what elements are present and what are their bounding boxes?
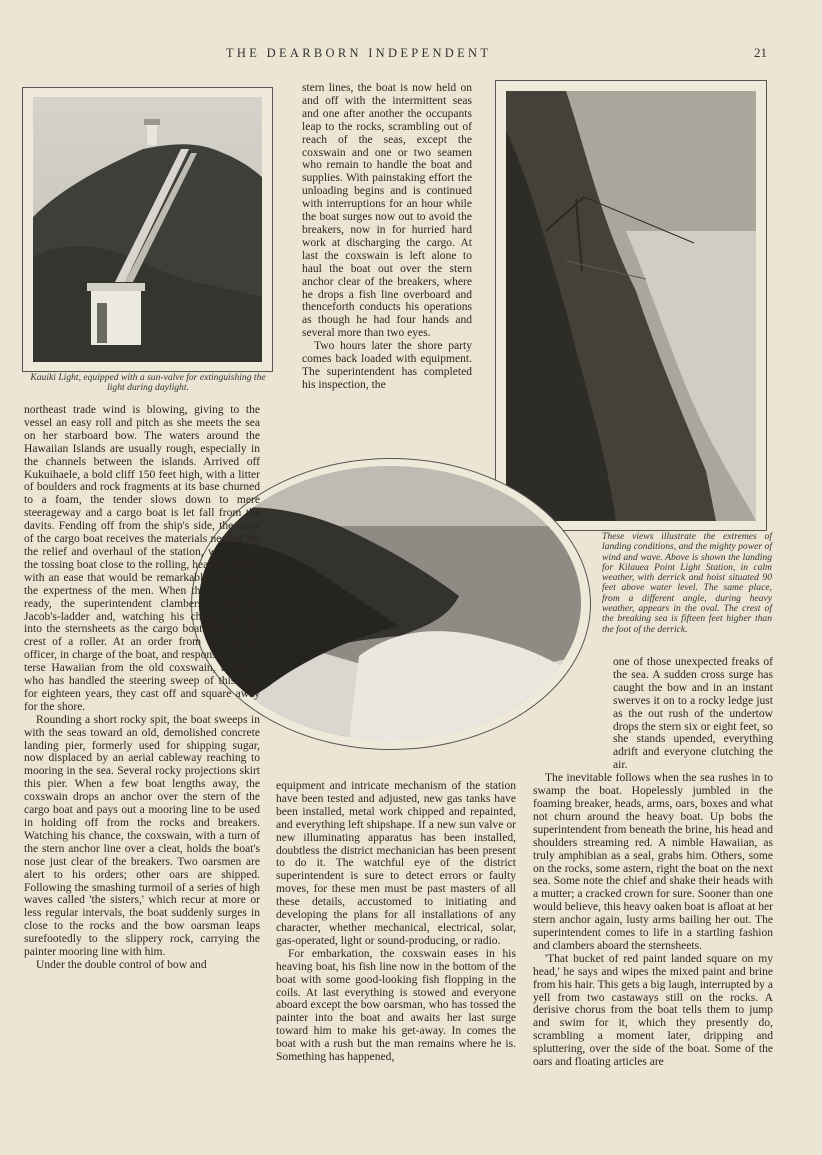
paragraph: one of those unexpected freaks of the sea. A sudden cross surge has caught the bow and in an instant swerves it on to a rocky ledge just as the out rush of the undertow drops the stern six or eight feet, so she stands upended, everything adrift and everyone clutching the air. <box>613 656 773 772</box>
paragraph: Rounding a short rocky spit, the boat sweeps in with the seas toward an old, demolished concrete landing pier, formerly used for shipping sugar, now displaced by an aerial cableway reaching to mooring in the sea. Several rocky projections skirt this pier. When a few boat lengths away, the coxswain drops an anchor over the stern of the cargo boat and pays out a mooring line to be used in holding off from the rocks and breakers. Watching his chance, the coxswain, with a turn of the stern anchor line over a cleat, holds the boat's nose just clear of the breakers. Two oarsmen are alert to his orders; other oars are shipped. Following the smashing turmoil of a series of high waves called 'the sisters,' which recur at more or less regular intervals, the boat suddenly surges in close to the rocks and the bow oarsman leaps surefootedly to the slippery rock, carrying the painter mooring line with him. <box>24 713 260 959</box>
article-col2-top <box>302 82 472 392</box>
paragraph: equipment and intricate mechanism of the station have been tested and adjusted, new gas tanks have been installed, metal work chipped and repainted, and everything left shipshape. If a new sun valve or new illuminating apparatus has been installed, doubtless the district mechanician has been present to do it. The watchful eye of the district superintendent is sure to detect errors or faulty moves, for these men must be past masters of all these details, accustomed to initiating and developing the plans for all installations of any character, whether mechanical, electrical, solar, gas-operated, light or sound-producing, or radio. <box>276 780 516 947</box>
paragraph: For embarkation, the coxswain eases in his heaving boat, his fish line now in the bottom of the boat with some good-looking fish flopping in the coils. At last everything is stowed and everyone aboard except the bow oarsman, who has tossed the painter into the boat and awaits her last surge toward him to make his get-away. In comes the boat with a rush but the man remains where he is. Something has happened, <box>276 947 516 1064</box>
kilauea-landing-photo <box>506 91 756 521</box>
paragraph: stern lines, the boat is now held on and off with the intermittent seas and one after another the occupants leap to the rocks, scrambling out of reach of the seas, except the coxswain and one or two seamen who remain to handle the boat and supplies. With painstaking effort the unloading begins and is continued with interruptions for an hour while the boat surges now out to avoid the breakers, now in for hurried hard work at discharging the cargo. At last the coxswain is left alone to haul the boat out over the stern anchor clear of the breakers, where he drops a fish line overboard and thenceforth conducts his operations as though he had four hands and several more than two eyes. <box>302 82 472 340</box>
paragraph: northeast trade wind is blowing, giving to the vessel an easy roll and pitch as she meets the sea on her starboard bow. The waters around the Hawaiian Islands are usually rough, especially in the channels between the islands. Arrived off Kukuihaele, a bold cliff 150 feet high, with a litter of boulders and rock fragments at its base churned to a foam, the tender slows down to mere steerageway and a cargo boat is let fall from the davits. Fending off from the ship's side, the crew of the cargo boat receives the materials needed for the relief and overhaul of the station, working in the tossing boat close to the rolling, heaving vessel with an ease that would be remarkable except for the expertness of the men. When the boat is all ready, the superintendent clambers down the Jacob's-ladder and, watching his chance, jumps into the sternsheets as the cargo boat rises to the crest of a roller. At an order from the second officer, in charge of the boat, and responsive to the terse Hawaiian from the old coxswain, a native who has handled the steering sweep of this boat for eighteen years, they cast off and square away for the shore. <box>24 404 260 713</box>
article-col3 <box>533 656 773 1069</box>
article-col2-bottom <box>276 780 516 1064</box>
kauiki-photo-frame <box>22 87 273 372</box>
kauiki-caption: Kauiki Light, equipped with a sun-valve for extinguishing the light during daylight. <box>30 372 266 394</box>
page-number: 21 <box>754 45 767 60</box>
paragraph: Two hours later the shore party comes back loaded with equipment. The superintendent has completed his inspection, the <box>302 340 472 391</box>
article-col1 <box>24 404 260 972</box>
paragraph: The inevitable follows when the sea rushes in to swamp the boat. Hopelessly jumbled in the foaming breaker, heads, arms, oars, boxes and what not churn around the heavy boat. Up bobs the superintendent from beneath the brine, his head and shoulders streaming red. A nimble Hawaiian, as truly amphibian as a seal, grabs him. Others, some on the rocks, some astern, right the boat on the next sea. Some note the chief and shake their heads with a mutter; a cracked crown for sure. Sooner than one would believe, this heavy oaken boat is afloat at her stern anchor again, lusty arms bailing her out. The superintendent comes to life in a startling fashion and clambers aboard the sternsheets. <box>533 772 773 952</box>
paragraph: 'That bucket of red paint landed square on my head,' he says and wipes the mixed paint and brine from his hair. This gets a big laugh, interrupted by a yell from two castaways still on the rocks. A derisive chorus from the boat tells them to jump and swim for it, which they presently do, scrambling a moment later, dripping and spluttering, over the side of the boat. Some of the oars and floating articles are <box>533 952 773 1069</box>
kilauea-photo-frame <box>495 80 767 531</box>
kauiki-light-photo <box>33 97 262 362</box>
paragraph: Under the double control of bow and <box>36 958 207 971</box>
kilauea-caption: These views illustrate the extremes of landing conditions, and the mighty power of wind and wave. Above is shown the landing for Kilauea Point Light Station, in calm weather, with derrick and hoist situated 90 feet above water level. The same place, from a different angle, during heavy weather, appears in the oval. The crest of the breaking sea is fifteen feet higher than the foot of the derrick. <box>602 531 772 635</box>
running-header: THE DEARBORN INDEPENDENT <box>226 46 492 60</box>
